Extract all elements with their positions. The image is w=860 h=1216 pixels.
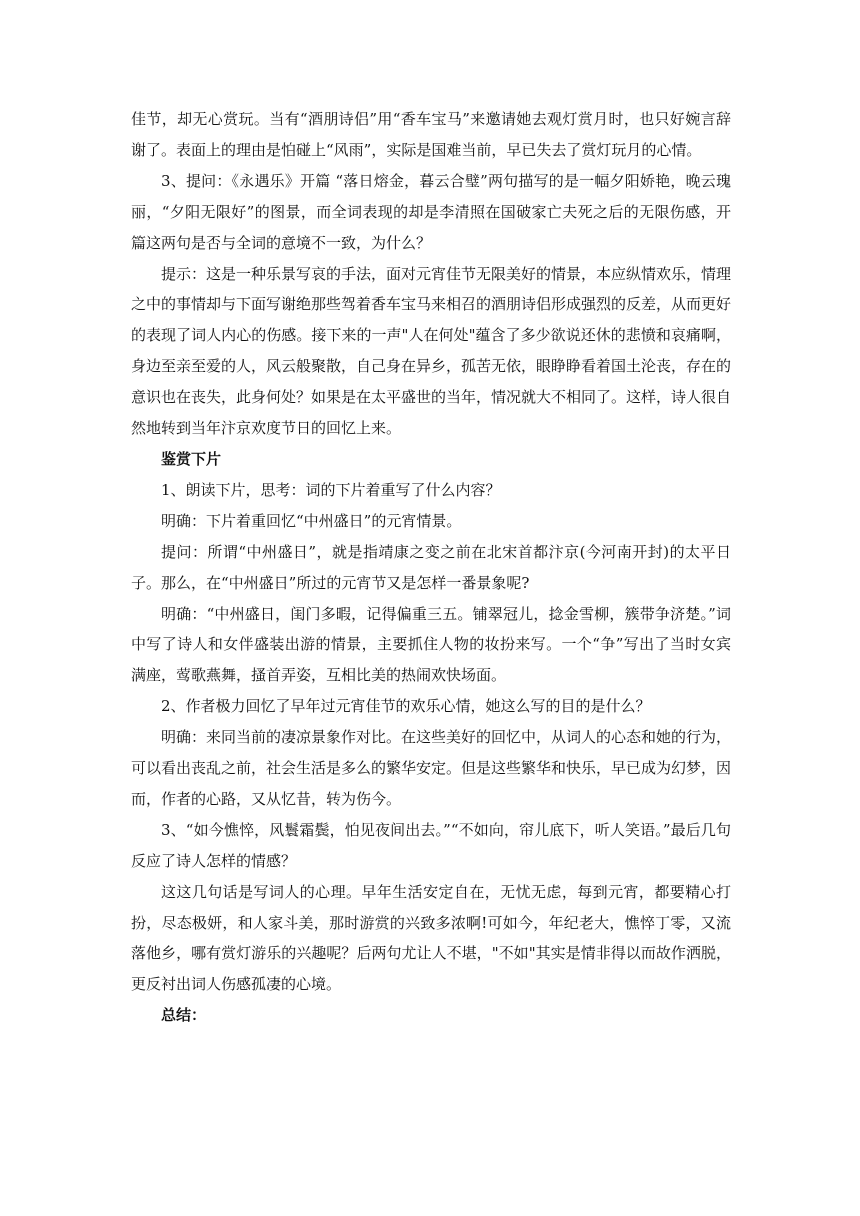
answer-2-second-half: 明确：来同当前的凄凉景象作对比。在这些美好的回忆中，从词人的心态和她的行为，可以看出丧乱之前，社会生活是多么的繁华安定。但是这些繁华和快乐，早已成为幻梦，因而，作者的心路，又从忆昔，转为伤今。 xyxy=(131,728,732,808)
question-1-second-half: 1、朗读下片，思考：词的下片着重写了什么内容？ xyxy=(161,480,501,499)
section-heading-second-half: 鉴赏下片 xyxy=(161,449,222,468)
document-body xyxy=(131,104,731,1031)
question-zhongzhou: 提问：所谓“中州盛日”，就是指靖康之变之前在北宋首都汴京(今河南开封)的太平日子。那么，在“中州盛日”所过的元宵节又是怎样一番景象呢? xyxy=(131,542,731,592)
answer-3-second-half: 这这几句话是写词人的心理。早年生活安定自在，无忧无虑，每到元宵，都要精心打扮，尽态极妍，和人家斗美，那时游赏的兴致多浓啊!可如今，年纪老大，憔悴丁零，又流落他乡，哪有赏灯游乐的兴趣呢？后两句尤让人不堪，"不如"其实是情非得以而故作洒脱，更反衬出词人伤感孤凄的心境。 xyxy=(131,882,731,994)
answer-zhongzhou: 明确：“中州盛日，闺门多暇，记得偏重三五。铺翠冠儿，捻金雪柳，簇带争济楚。”词中写了诗人和女伴盛装出游的情景，主要抓住人物的妆扮来写。一个“争”写出了当时女宾满座，莺歌燕舞，搔首弄姿，互相比美的热闹欢快场面。 xyxy=(131,604,731,685)
paragraph-continuation: 佳节，却无心赏玩。当有“酒朋诗侣”用“香车宝马”来邀请她去观灯赏月时，也只好婉言辞谢了。表面上的理由是怕碰上“风雨”，实际是国难当前，早已失去了赏灯玩月的心情。 xyxy=(131,110,731,159)
answer-1-second-half: 明确：下片着重回忆“中州盛日”的元宵情景。 xyxy=(161,511,462,530)
question-2-second-half: 2、作者极力回忆了早年过元宵佳节的欢乐心情，她这么写的目的是什么？ xyxy=(161,697,651,716)
question-3-opening-lines: 3、提问：《永遇乐》开篇 “落日熔金，暮云合璧”两句描写的是一幅夕阳娇艳，晚云瑰丽，“夕阳无限好”的图景，而全词表现的却是李清照在国破家亡夫死之后的无限伤感，开篇这两句是否与全词的意境不一致，为什么？ xyxy=(131,171,731,252)
section-heading-summary: 总结： xyxy=(161,1006,207,1025)
hint-paragraph: 提示：这是一种乐景写哀的手法，面对元宵佳节无限美好的情景，本应纵情欢乐，情理之中的事情却与下面写谢绝那些驾着香车宝马来相召的酒朋诗侣形成强烈的反差，从而更好的表现了词人内心的伤感。接下来的一声"人在何处"蕴含了多少欲说还休的悲愤和哀痛啊，身边至亲至爱的人，风云般聚散，自己身在异乡，孤苦无依，眼睁睁看着国土沦丧，存在的意识也在丧失，此身何处？如果是在太平盛世的当年，情况就大不相同了。这样，诗人很自然地转到当年汴京欢度节日的回忆上来。 xyxy=(131,264,732,438)
question-3-second-half: 3、“如今憔悴，风鬟霜鬓，怕见夜间出去。”“不如向，帘儿底下，听人笑语。”最后几句反应了诗人怎样的情感？ xyxy=(131,820,731,870)
